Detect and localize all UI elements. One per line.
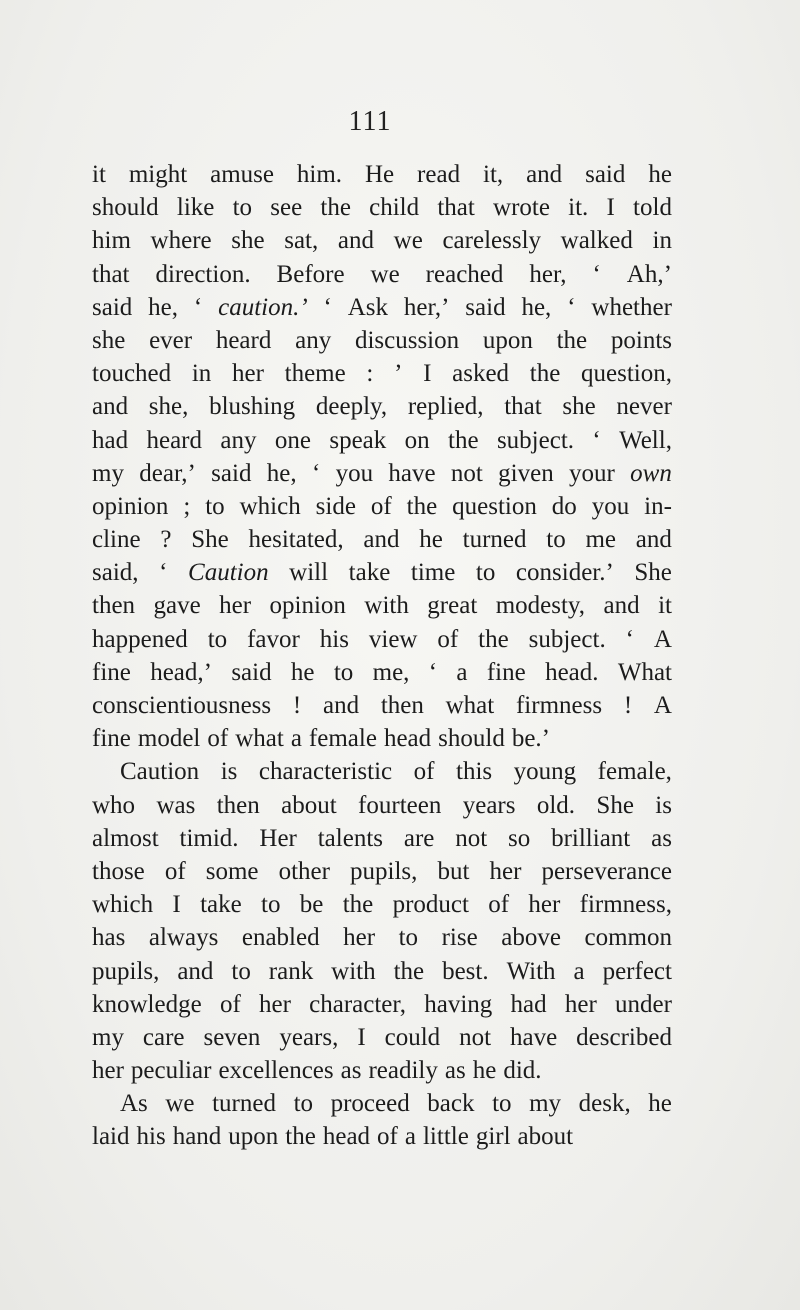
text-line: who was then about fourteen years old. She is (92, 791, 672, 819)
text-line: him where she sat, and we carelessly walked in (92, 227, 672, 255)
text-line: my dear,’ said he, ‘ you have not given your own (92, 459, 672, 487)
text-line: then gave her opinion with great modesty, and it (92, 592, 672, 620)
text-line: said, ‘ Caution will take time to consider.’ She (92, 559, 672, 587)
body-text (92, 158, 672, 1154)
text-line: her peculiar excellences as readily as he did. (92, 1057, 542, 1085)
text-line: Caution is characteristic of this young female, (120, 758, 672, 786)
text-line: said he, ‘ caution.’ ‘ Ask her,’ said he, ‘ whether (92, 293, 672, 321)
text-line: laid his hand upon the head of a little girl about (92, 1123, 574, 1151)
text-line: has always enabled her to rise above common (92, 924, 672, 952)
text-line: that direction. Before we reached her, ‘ Ah,’ (92, 260, 672, 288)
page-number: 111 (348, 106, 392, 137)
text-line: my care seven years, I could not have described (92, 1023, 672, 1051)
text-line: should like to see the child that wrote it. I told (92, 194, 672, 222)
text-line: and she, blushing deeply, replied, that she never (92, 393, 672, 421)
text-line: fine head,’ said he to me, ‘ a fine head. What (92, 658, 672, 686)
text-line: happened to favor his view of the subject. ‘ A (92, 625, 672, 653)
text-line: As we turned to proceed back to my desk, he (120, 1090, 672, 1118)
text-line: conscientiousness ! and then what firmness ! A (92, 692, 672, 719)
text-line: knowledge of her character, having had her under (92, 990, 672, 1018)
text-line: opinion ; to which side of the question do you in- (92, 492, 672, 520)
text-line: touched in her theme : ’ I asked the question, (92, 360, 672, 388)
text-line: had heard any one speak on the subject. ‘ Well, (92, 426, 672, 454)
text-line: fine model of what a female head should be.’ (92, 725, 550, 753)
text-line: almost timid. Her talents are not so brilliant as (92, 824, 672, 852)
text-line: pupils, and to rank with the best. With a perfect (92, 957, 672, 985)
text-line: those of some other pupils, but her perseverance (92, 857, 672, 885)
text-line: which I take to be the product of her firmness, (92, 891, 672, 919)
text-line: it might amuse him. He read it, and said he (92, 161, 672, 188)
text-line: she ever heard any discussion upon the points (92, 326, 672, 354)
text-line: cline ? She hesitated, and he turned to me and (92, 526, 672, 554)
